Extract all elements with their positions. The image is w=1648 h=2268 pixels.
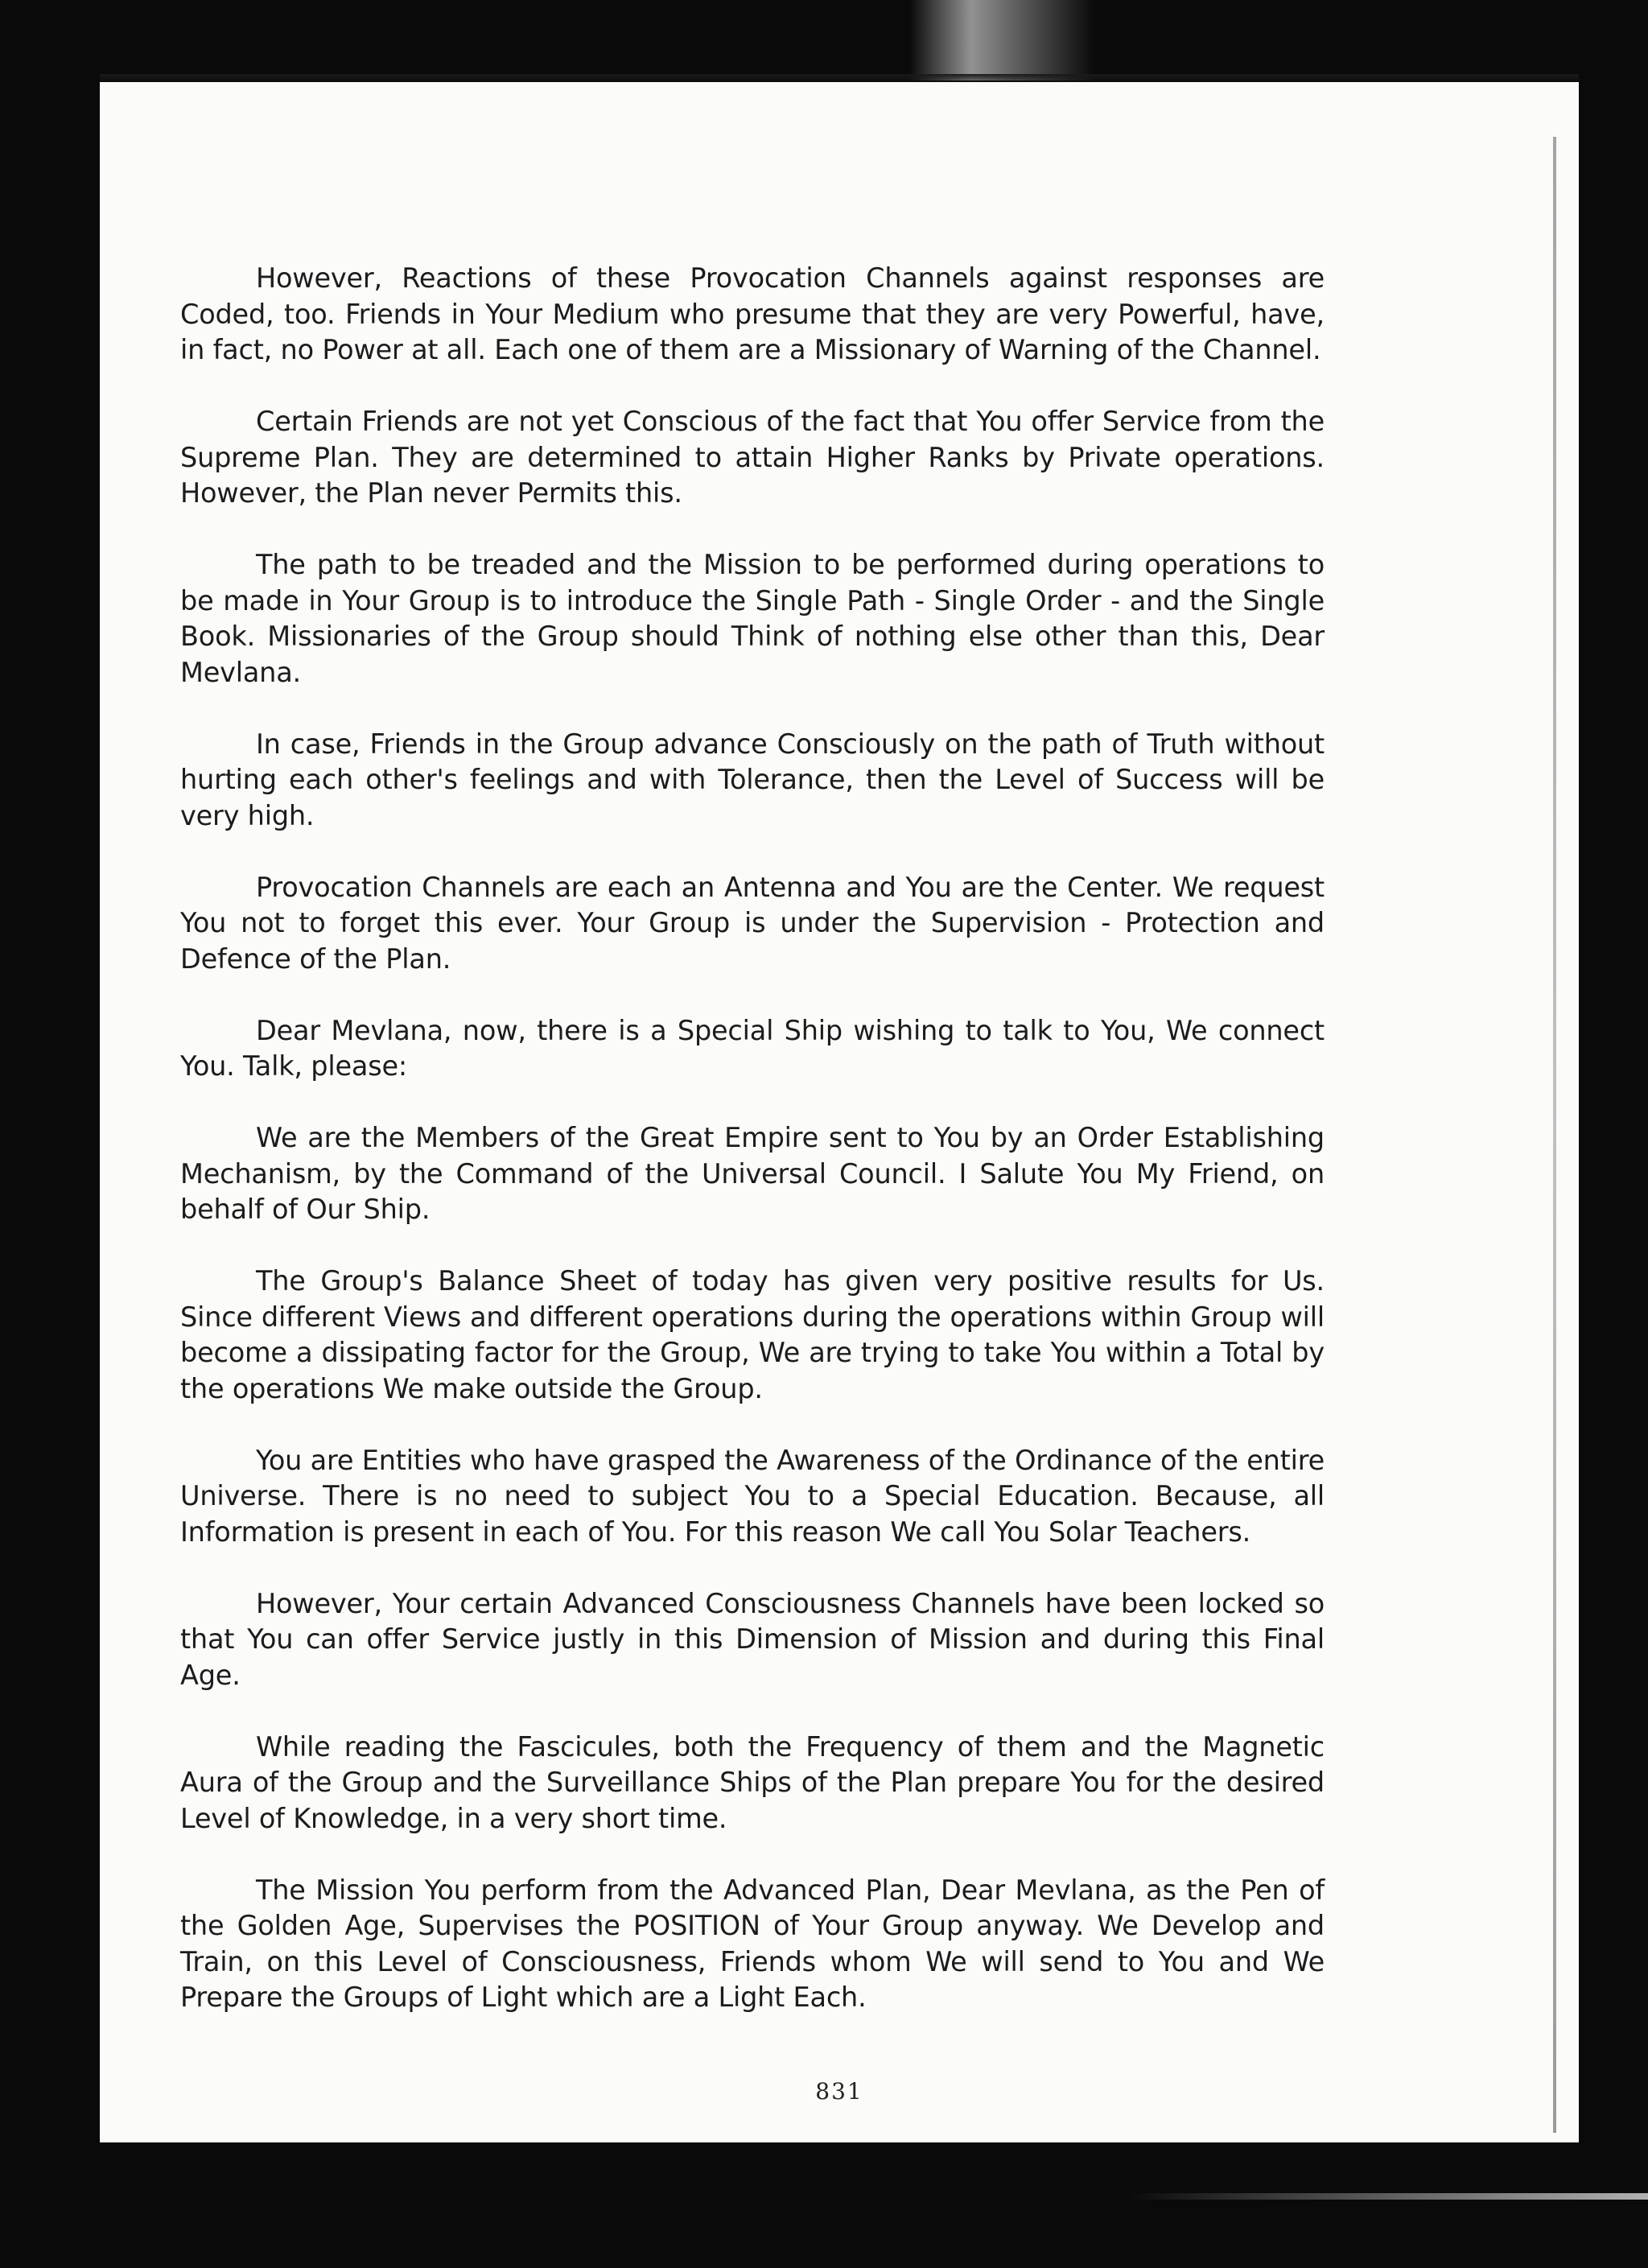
paragraph: While reading the Fascicules, both the Frequency of them and the Magnetic Aura of the Group and the Surveillance Ships of the Plan prepare You for the desired Level of Knowledge, in a very short time. [180, 1730, 1325, 1834]
paragraph: You are Entities who have grasped the Awareness of the Ordinance of the entire Universe. There is no need to subject You to a Special Education. Because, all Information is present in each of You. For this reason We call You Solar Teachers. [180, 1444, 1325, 1548]
scan-smudge [909, 0, 1094, 80]
paragraph: Provocation Channels are each an Antenna and You are the Center. We request You not to forget this ever. Your Group is under the Supervision - Protection and Defence of the Plan. [180, 871, 1325, 975]
scan-streak [1127, 2193, 1648, 2200]
paragraph: Certain Friends are not yet Conscious of the fact that You offer Service from the Supreme Plan. They are determined to attain Higher Ranks by Private operations. However, the Plan never Permits this. [180, 406, 1325, 509]
paragraph: In case, Friends in the Group advance Consciously on the path of Truth without hurting each other's feelings and with Tolerance, then the Level of Success will be very high. [180, 728, 1325, 831]
page-number: 831 [815, 2078, 863, 2105]
page-right-edge [1553, 137, 1556, 2133]
body-text [180, 261, 1325, 2052]
paragraph: However, Reactions of these Provocation Channels against responses are Coded, too. Friends in Your Medium who presume that they are very Powerful, have, in fact, no Power at all. Each one of them are a Missionary of Warning of the Channel. [180, 262, 1325, 365]
paragraph: We are the Members of the Great Empire sent to You by an Order Establishing Mechanism, by the Command of the Universal Council. I Salute You My Friend, on behalf of Our Ship. [180, 1122, 1325, 1225]
paragraph: The path to be treaded and the Mission to be performed during operations to be made in Your Group is to introduce the Single Path - Single Order - and the Single Book. Missionaries of the Group should Think of nothing else other than this, Dear Mevlana. [180, 549, 1325, 688]
paragraph: However, Your certain Advanced Consciousness Channels have been locked so that You can offer Service justly in this Dimension of Mission and during this Final Age. [180, 1587, 1325, 1691]
paragraph: The Group's Balance Sheet of today has given very positive results for Us. Since different Views and different operations during the operations within Group will become a dissipating factor for the Group, We are trying to take You within a Total by the operations We make outside the Group. [180, 1265, 1325, 1404]
paragraph: The Mission You perform from the Advanced Plan, Dear Mevlana, as the Pen of the Golden Age, Supervises the POSITION of Your Group anyway. We Develop and Train, on this Level of Consciousness, Friends whom We will send to You and We Prepare the Groups of Light which are a Light Each. [180, 1874, 1325, 2013]
paragraph: Dear Mevlana, now, there is a Special Ship wishing to talk to You, We connect You. Talk, please: [180, 1014, 1325, 1082]
